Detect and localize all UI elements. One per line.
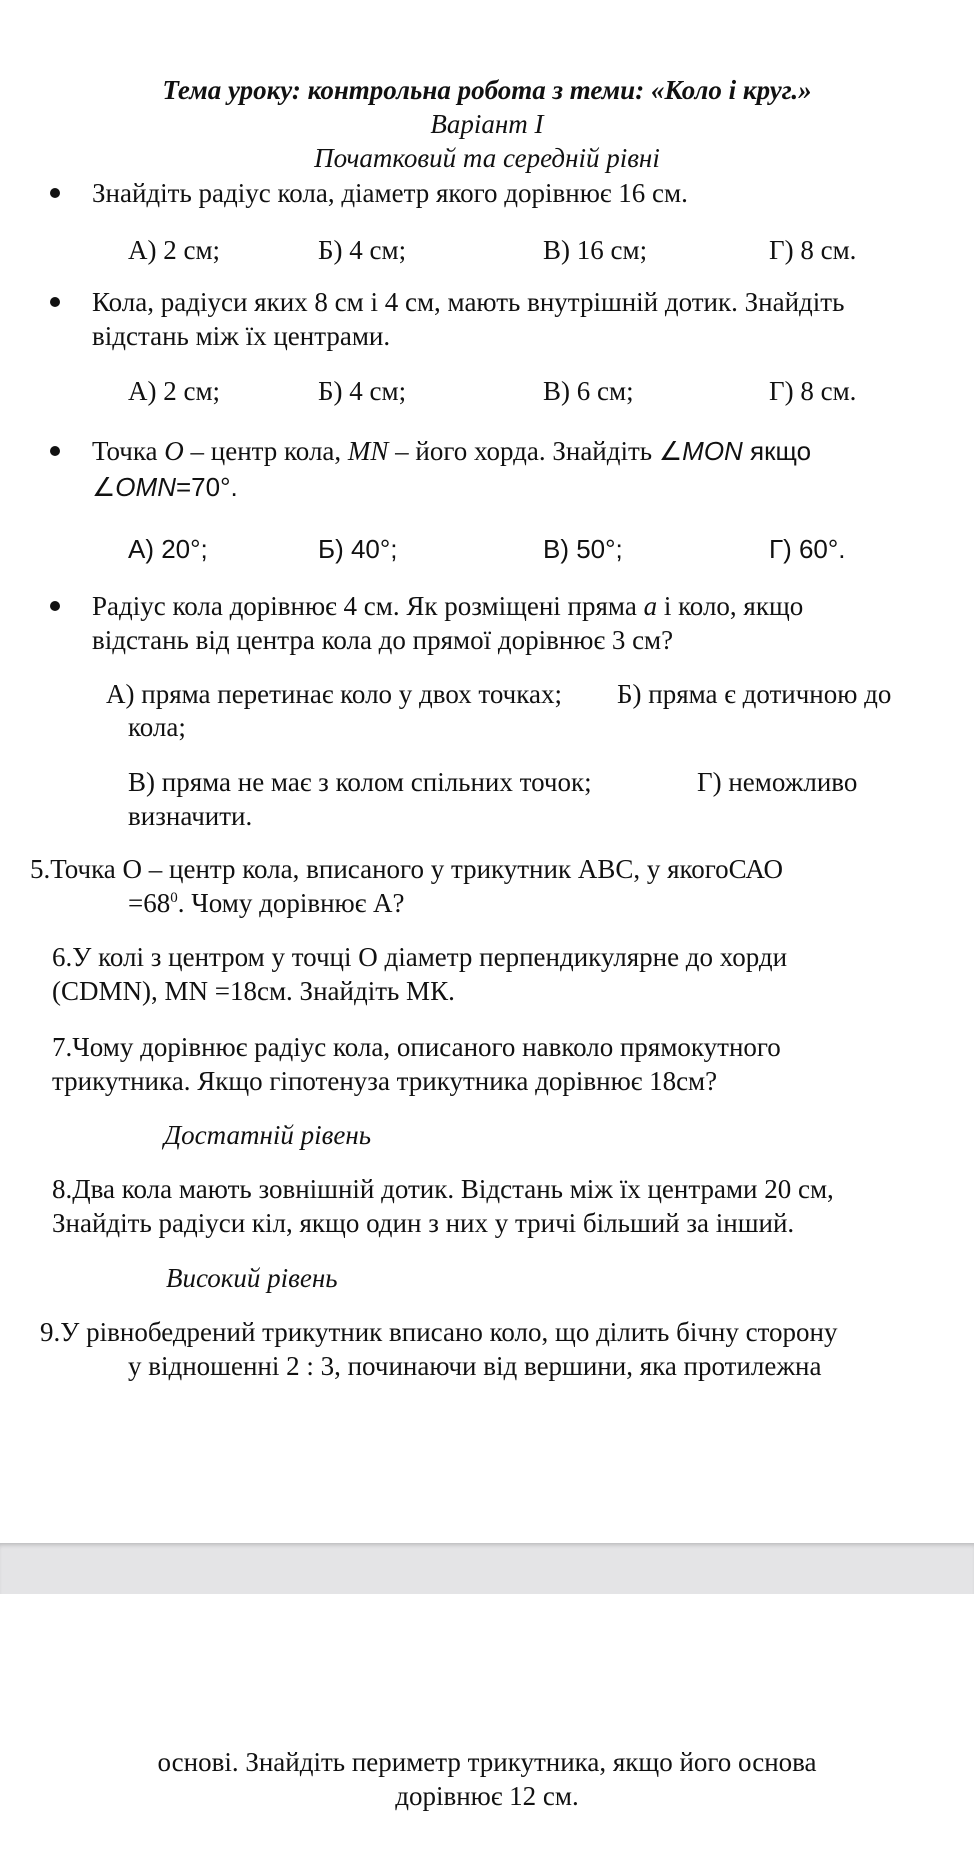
q3-option-b: Б) 40°; (318, 534, 398, 564)
q3-text-mid2: – його хорда. Знайдіть (388, 436, 659, 466)
question-9-line-1: 9.У рівнобедрений трикутник вписано коло, що ділить бічну сторону (40, 1317, 838, 1347)
question-7-line-2: трикутника. Якщо гіпотенуза трикутника дорівнює 18см? (52, 1066, 718, 1096)
q3-text-mid1: – центр кола, (183, 436, 348, 466)
lesson-title: Тема уроку: контрольна робота з теми: «Коло і круг.» (162, 75, 812, 105)
q3-option-d: Г) 60°. (769, 534, 846, 564)
question-6-line-1: 6.У колі з центром у точці О діаметр перпендикулярне до хорди (52, 942, 788, 972)
q3-point-o: О (164, 436, 184, 466)
q1-option-c: В) 16 см; (543, 235, 648, 265)
q2-option-d: Г) 8 см. (769, 376, 857, 406)
q1-option-b: Б) 4 см; (318, 235, 407, 265)
question-9-line-3: основі. Знайдіть периметр трикутника, якщо його основа (157, 1747, 817, 1777)
question-1-text: Знайдіть радіус кола, діаметр якого дорівнює 16 см. (92, 178, 688, 208)
q3-chord-mn: MN (347, 436, 389, 466)
q5-question: . Чому дорівнює А? (177, 888, 405, 918)
question-3-line-2 (92, 470, 238, 504)
question-6-line-2: (CDMN), MN =18см. Знайдіть МК. (52, 976, 455, 1006)
question-8-line-1: 8.Два кола мають зовнішній дотик. Відстань між їх центрами 20 см, (52, 1174, 834, 1204)
bullet-3 (50, 446, 60, 456)
q4-option-a: А) пряма перетинає коло у двох точках; (106, 679, 562, 709)
level-initial-heading: Початковий та середній рівні (314, 143, 660, 173)
q2-option-a: А) 2 см; (128, 376, 221, 406)
question-8-line-2: Знайдіть радіуси кіл, якщо один з них у тричі більший за інший. (52, 1208, 795, 1238)
q3-option-a: А) 20°; (128, 534, 208, 564)
q4-option-d: Г) неможливо (697, 767, 858, 797)
q4-option-b: Б) пряма є дотичною до (617, 679, 892, 709)
q5-degree-sup: 0 (170, 890, 178, 906)
q1-option-a: А) 2 см; (128, 235, 221, 265)
q3-option-c: В) 50°; (543, 534, 623, 564)
page-separator (0, 1543, 974, 1594)
bullet-1 (50, 188, 60, 198)
q4-option-d-cont: визначити. (128, 801, 253, 831)
q5-value: =68 (128, 888, 171, 918)
question-5-line-1: 5.Точка О – центр кола, вписаного у трикутник АВС, у якогоСАО (30, 854, 783, 884)
q1-option-d: Г) 8 см. (769, 235, 857, 265)
document-page-2 (0, 1594, 974, 1856)
question-3-line-1 (92, 434, 811, 468)
question-4-line-1 (92, 589, 803, 623)
bullet-2 (50, 297, 60, 307)
question-5-line-2 (128, 886, 405, 920)
level-sufficient-heading: Достатній рівень (164, 1120, 372, 1150)
q3-angle-omn: ∠OMN (92, 472, 176, 502)
q3-angle-mon: ∠MON (658, 436, 743, 466)
variant-label: Варіант І (430, 109, 544, 139)
q2-option-b: Б) 4 см; (318, 376, 407, 406)
question-4-line-2: відстань від центра кола до прямої дорівнює 3 см? (92, 625, 674, 655)
q4-option-b-cont: кола; (128, 712, 186, 742)
q4-line-a: а (643, 591, 658, 621)
q3-text-post1: якщо (742, 436, 812, 466)
question-2-line-2: відстань між їх центрами. (92, 321, 391, 351)
question-9-line-4: дорівнює 12 см. (395, 1781, 579, 1811)
q4-text-pre: Радіус кола дорівнює 4 см. Як розміщені пряма (92, 591, 644, 621)
bullet-4 (50, 601, 60, 611)
q4-option-c: В) пряма не має з колом спільних точок; (128, 767, 592, 797)
question-2-line-1: Кола, радіуси яких 8 см і 4 см, мають внутрішній дотик. Знайдіть (92, 287, 845, 317)
q3-text-pre: Точка (92, 436, 165, 466)
question-7-line-1: 7.Чому дорівнює радіус кола, описаного навколо прямокутного (52, 1032, 781, 1062)
level-high-heading: Високий рівень (166, 1263, 338, 1293)
question-9-line-2: у відношенні 2 : 3, починаючи від вершини, яка протилежна (128, 1351, 822, 1381)
q2-option-c: В) 6 см; (543, 376, 634, 406)
q4-text-post: і коло, якщо (657, 591, 804, 621)
q3-text-post2: =70°. (175, 472, 238, 502)
